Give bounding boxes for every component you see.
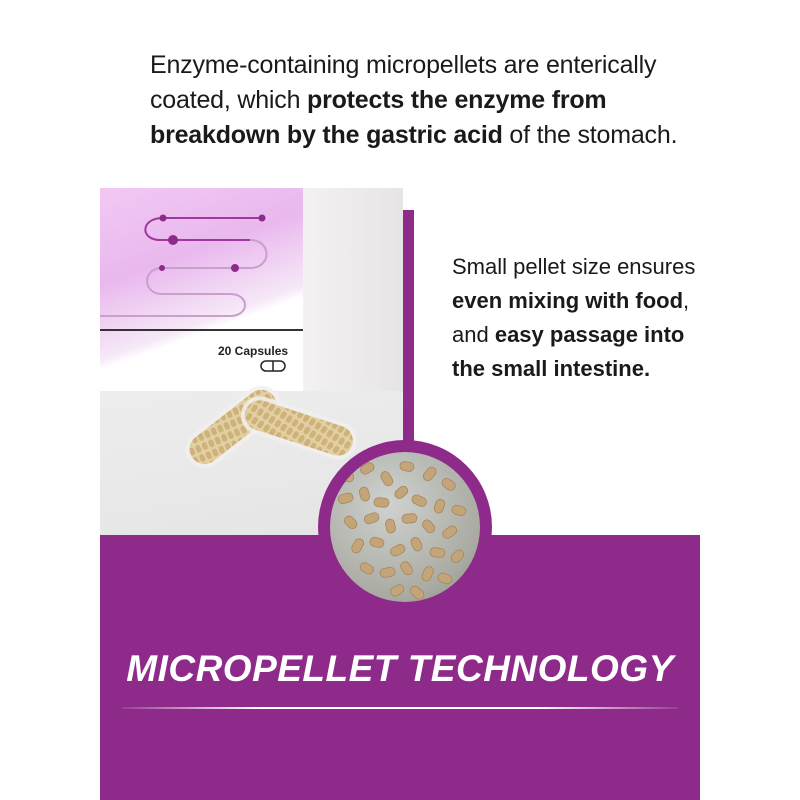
intro-text-part1: Enzyme-containing micropellets are enterically coated, which (150, 51, 657, 114)
intro-text-part2: of the stomach. (502, 121, 678, 149)
headline-underline (122, 707, 678, 709)
headline: MICROPELLET TECHNOLOGY (126, 648, 674, 689)
side-text-part2: , and (452, 288, 690, 347)
intro-text (150, 48, 690, 153)
capsule-count-label: 20 Capsules (218, 344, 289, 358)
side-text-bold2: easy passage into the small intestine. (452, 322, 685, 381)
side-text-bold1: even mixing with food (452, 288, 684, 313)
side-text (452, 250, 712, 386)
micropellets-image (330, 452, 480, 602)
intro-text-bold: protects the enzyme from breakdown by the gastric acid (150, 86, 607, 149)
micropellet-zoom (318, 440, 492, 614)
micropellet-closeup (330, 452, 480, 602)
side-text-part1: Small pellet size ensures (452, 254, 696, 279)
